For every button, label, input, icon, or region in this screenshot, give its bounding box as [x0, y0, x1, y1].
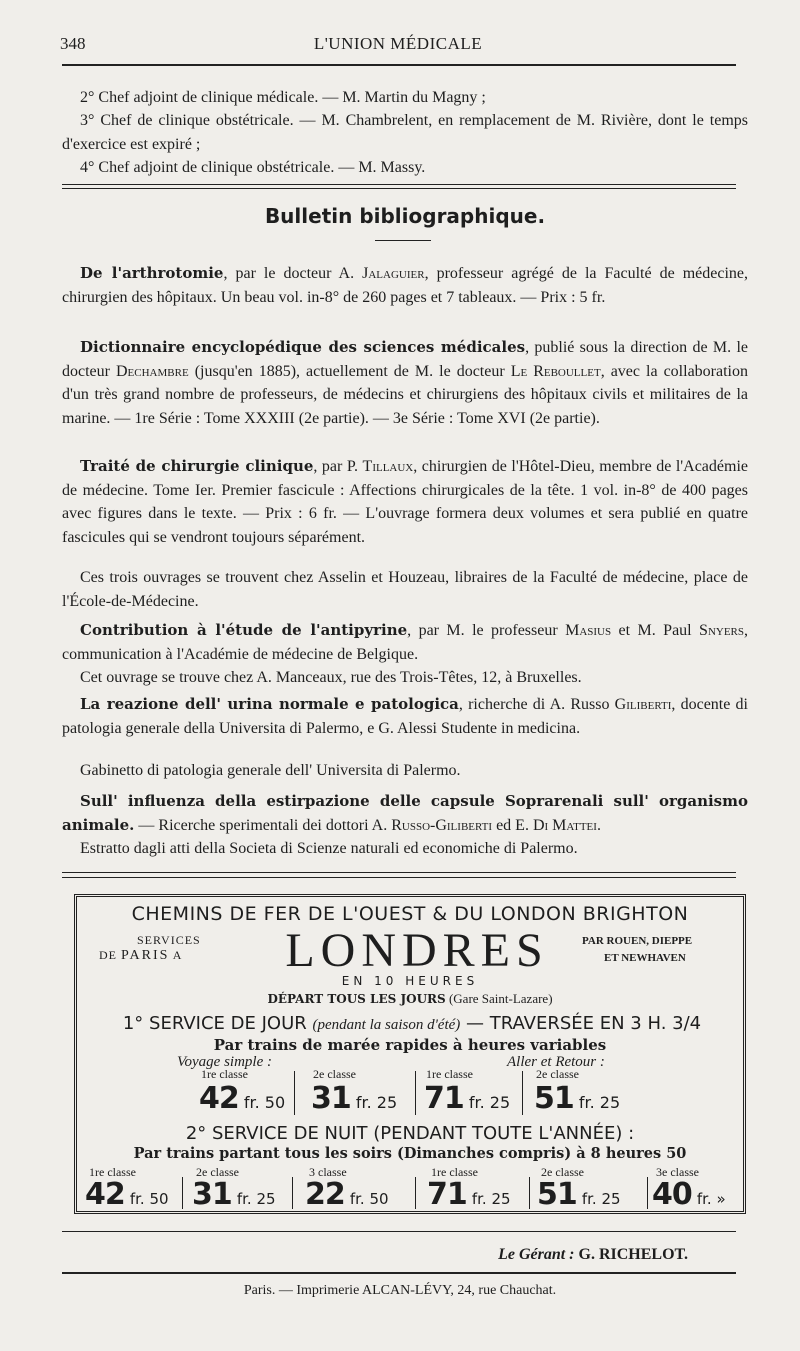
bib-entry-traite: Traité de chirurgie clinique, par P. Tillaux, chirurgien de l'Hôtel-Dieu, membre de l'Académie de médecine. Tome Ier. Premier fascicule : Affections chirurgicales de la tête. 1 vol. in-8° de 400 pages avec figures dans le texte. — Prix : 6 fr. — L'ouvrage formera deux volumes et sera publié en quatre fascicules qui se vendront toujours séparément. — [62, 457, 748, 546]
header-rule — [62, 64, 736, 66]
appointment-3: 3° Chef de clinique obstétricale. — M. Chambrelent, en remplacement de M. Rivière, dont le temps d'exercice est expiré ; — [62, 112, 748, 153]
title-underline — [375, 240, 431, 241]
appointment-2: 2° Chef adjoint de clinique médicale. — M. Martin du Magny ; — [80, 89, 486, 106]
bib-note-estratto: Estratto dagli atti della Societa di Scienze naturali ed economiche di Palermo. — [80, 840, 578, 857]
fare-night-1: 1re classe 42 fr. 50 — [85, 1165, 169, 1212]
ad-rule-top-2 — [62, 877, 736, 878]
footer-rule — [62, 1231, 736, 1232]
section-rule-top-2 — [62, 188, 736, 189]
fare-divider — [415, 1177, 416, 1209]
ad-rule-top — [62, 872, 736, 873]
railway-advertisement — [74, 894, 746, 1214]
fare-night-4: 1re classe 71 fr. 25 — [427, 1165, 511, 1212]
running-header — [60, 34, 736, 58]
fare-night-3: 3 classe 22 fr. 50 — [305, 1165, 389, 1212]
bib-entry-arthrotomie: De l'arthrotomie, par le docteur A. Jalaguier, professeur agrégé de la Faculté de médecine, chirurgien des hôpitaux. Un beau vol. in-8° de 260 pages et 7 tableaux. — Prix : 5 fr. — [62, 264, 749, 306]
bib-entry-influenza: Sull' influenza della estirpazione delle capsule Soprarenali sull' organismo animale. — Ricerche sperimentali dei dottori A. Russo-Giliberti ed E. Di Mattei. — [62, 792, 748, 834]
fare-divider — [647, 1177, 648, 1209]
ad-night-service: 2° SERVICE DE NUIT (PENDANT TOUTE L'ANNÉE) : — [185, 1123, 635, 1144]
fare-divider — [182, 1177, 183, 1209]
ad-day-trains: Par trains de marée rapides à heures variables — [213, 1036, 607, 1054]
fare-night-2: 2e classe 31 fr. 25 — [192, 1165, 276, 1212]
fare-day-single-2: 2e classe 31 fr. 25 — [311, 1067, 398, 1116]
bib-note-gabinetto: Gabinetto di patologia generale dell' Universita di Palermo. — [80, 762, 461, 779]
fare-night-5: 2e classe 51 fr. 25 — [537, 1165, 621, 1212]
bib-entry-dictionnaire: Dictionnaire encyclopédique des sciences médicales, publié sous la direction de M. le docteur Dechambre (jusqu'en 1885), actuellement de M. le docteur Le Reboullet, avec la collaboration d'un très grand nombre de professeurs, de médecins et chirurgiens des hôpitaux civils et militaires de la marine. — 1re Série : Tome XXXIII (2e partie). — 3e Série : Tome XVI (2e partie). — [62, 338, 749, 427]
ad-night-trains: Par trains partant tous les soirs (Dimanches compris) à 8 heures 50 — [133, 1145, 687, 1162]
section-rule-top — [62, 184, 736, 185]
bib-note-libraires: Ces trois ouvrages se trouvent chez Asselin et Houzeau, libraires de la Faculté de médecine, place de l'École-de-Médecine. — [62, 569, 748, 610]
ad-return-label: Aller et Retour : — [507, 1054, 605, 1070]
gerant-signature: Le Gérant : G. RICHELOT. — [498, 1246, 688, 1263]
bib-entry-reazione: La reazione dell' urina normale e patologica, richerche di A. Russo Giliberti, docente di patologia generale della Universita di Palermo, e G. Alessi Studente in medicina. — [62, 695, 748, 737]
ad-day-service: 1° SERVICE DE JOUR (pendant la saison d'été) — TRAVERSÉE EN 3 H. 3/4 — [122, 1013, 702, 1034]
fare-divider — [529, 1177, 530, 1209]
section-title: Bulletin bibliographique. — [264, 204, 546, 228]
fare-day-single-1: 1re classe 42 fr. 50 — [199, 1067, 286, 1116]
ad-route: PAR ROUEN, DIEPPE ET NEWHAVEN — [582, 935, 693, 964]
fare-divider — [294, 1071, 295, 1115]
appointment-4: 4° Chef adjoint de clinique obstétricale. — M. Massy. — [80, 159, 426, 176]
ad-single-label: Voyage simple : — [177, 1054, 272, 1070]
bib-entry-antipyrine: Contribution à l'étude de l'antipyrine, par M. le professeur Masius et M. Paul Snyers, communication à l'Académie de médecine de Belgique. — [62, 621, 749, 663]
ad-departure: DÉPART TOUS LES JOURS (Gare Saint-Lazare) — [267, 991, 553, 1006]
bib-note-manceaux: Cet ouvrage se trouve chez A. Manceaux, rue des Trois-Têtes, 12, à Bruxelles. — [80, 669, 582, 686]
journal-title: L'UNION MÉDICALE — [313, 34, 483, 53]
imprint-rule — [62, 1272, 736, 1274]
imprint: Paris. — Imprimerie ALCAN-LÉVY, 24, rue Chauchat. — [243, 1283, 557, 1298]
fare-day-return-2: 2e classe 51 fr. 25 — [534, 1067, 621, 1116]
fare-night-6: 3e classe 40 fr. » — [652, 1165, 726, 1212]
page-number: 348 — [60, 34, 86, 53]
fare-divider — [522, 1071, 523, 1115]
fare-divider — [292, 1177, 293, 1209]
ad-duration: EN 10 HEURES — [341, 974, 479, 988]
fare-divider — [415, 1071, 416, 1115]
ad-destination: LONDRES — [285, 924, 549, 977]
ad-services-label: SERVICES DE PARIS A — [99, 933, 201, 963]
fare-day-return-1: 1re classe 71 fr. 25 — [424, 1067, 511, 1116]
ad-company: CHEMINS DE FER DE L'OUEST & DU LONDON BRIGHTON — [131, 903, 689, 925]
